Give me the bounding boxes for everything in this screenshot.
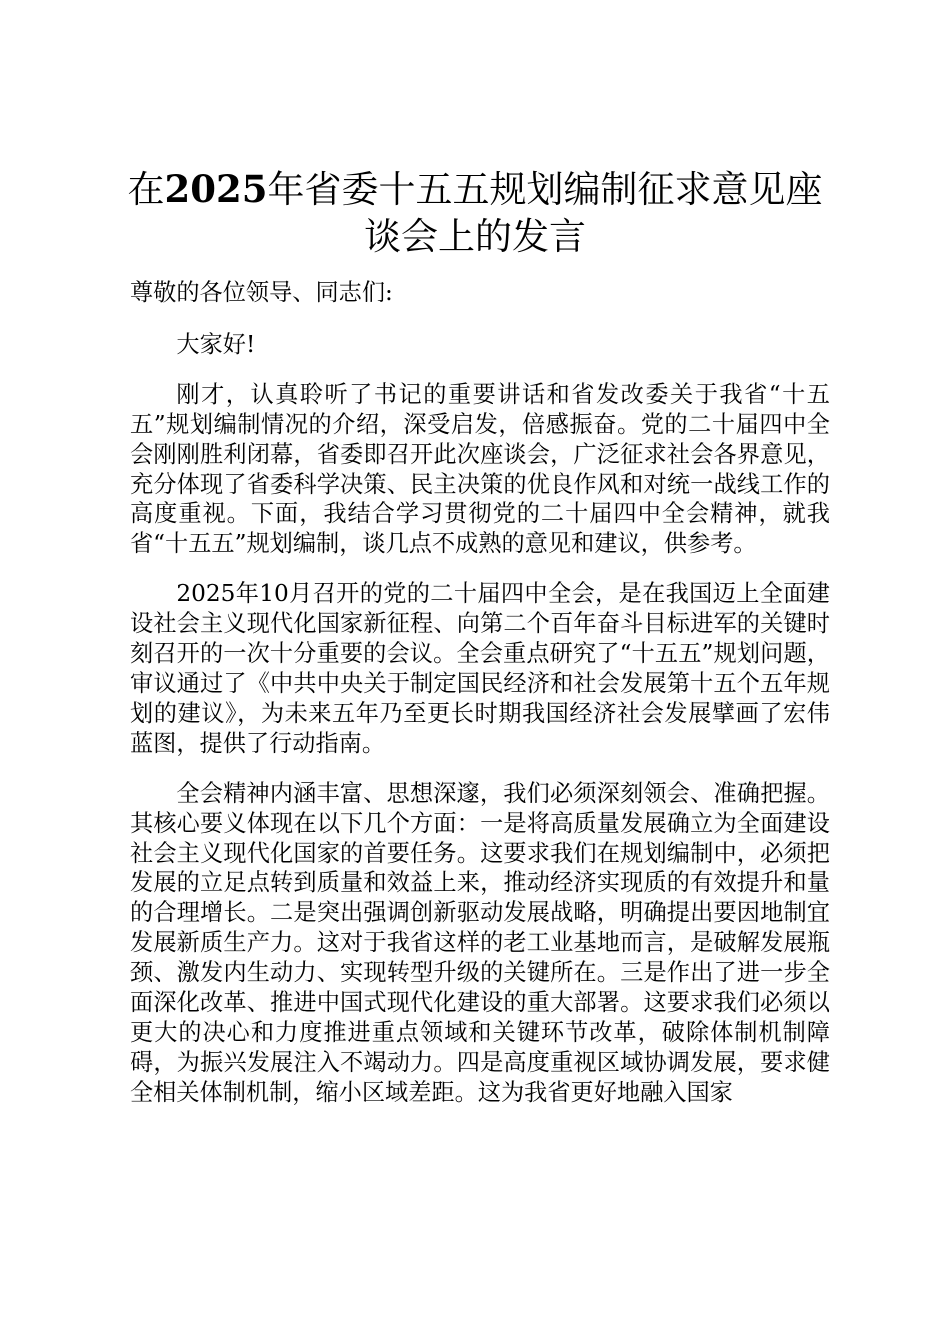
- title-year: 2025: [164, 167, 268, 211]
- title-rest: 年省委十五五规划编制征求意见座谈会上的发言: [267, 168, 823, 258]
- paragraph-opening: 刚才，认真聆听了书记的重要讲话和省发改委关于我省“十五五”规划编制情况的介绍，深受启发，倍感振奋。党的二十届四中全会刚刚胜利闭幕，省委即召开此次座谈会，广泛征求社会各界意见，充分体现了省委科学决策、民主决策的优良作风和对统一战线工作的高度重视。下面，我结合学习贯彻党的二十届四中全会精神，就我省“十五五”规划编制，谈几点不成熟的意见和建议，供参考。: [130, 380, 830, 558]
- document-body: [130, 278, 830, 1128]
- title-prefix: 在: [127, 168, 165, 211]
- salutation: 尊敬的各位领导、同志们:: [130, 279, 393, 306]
- paragraph-plenum: 2025年10月召开的党的二十届四中全会，是在我国迈上全面建设社会主义现代化国家新征程、向第二个百年奋斗目标进军的关键时刻召开的一次十分重要的会议。全会重点研究了“十五五”规划问题，审议通过了《中共中央关于制定国民经济和社会发展第十五个五年规划的建议》，为未来五年乃至更长时期我国经济社会发展擘画了宏伟蓝图，提供了行动指南。: [130, 580, 830, 757]
- paragraph-core-meaning: 全会精神内涵丰富、思想深邃，我们必须深刻领会、准确把握。其核心要义体现在以下几个方面：一是将高质量发展确立为全面建设社会主义现代化国家的首要任务。这要求我们在规划编制中，必须把发展的立足点转到质量和效益上来，推动经济实现质的有效提升和量的合理增长。二是突出强调创新驱动发展战略，明确提出要因地制宜发展新质生产力。这对于我省这样的老工业基地而言，是破解发展瓶颈、激发内生动力、实现转型升级的关键所在。三是作出了进一步全面深化改革、推进中国式现代化建设的重大部署。这要求我们必须以更大的决心和力度推进重点领域和关键环节改革，破除体制机制障碍，为振兴发展注入不竭动力。四是高度重视区域协调发展，要求健全相关体制机制，缩小区域差距。这为我省更好地融入国家: [130, 779, 830, 1106]
- paragraph-greeting: 大家好!: [176, 330, 256, 358]
- document-title: [120, 166, 830, 260]
